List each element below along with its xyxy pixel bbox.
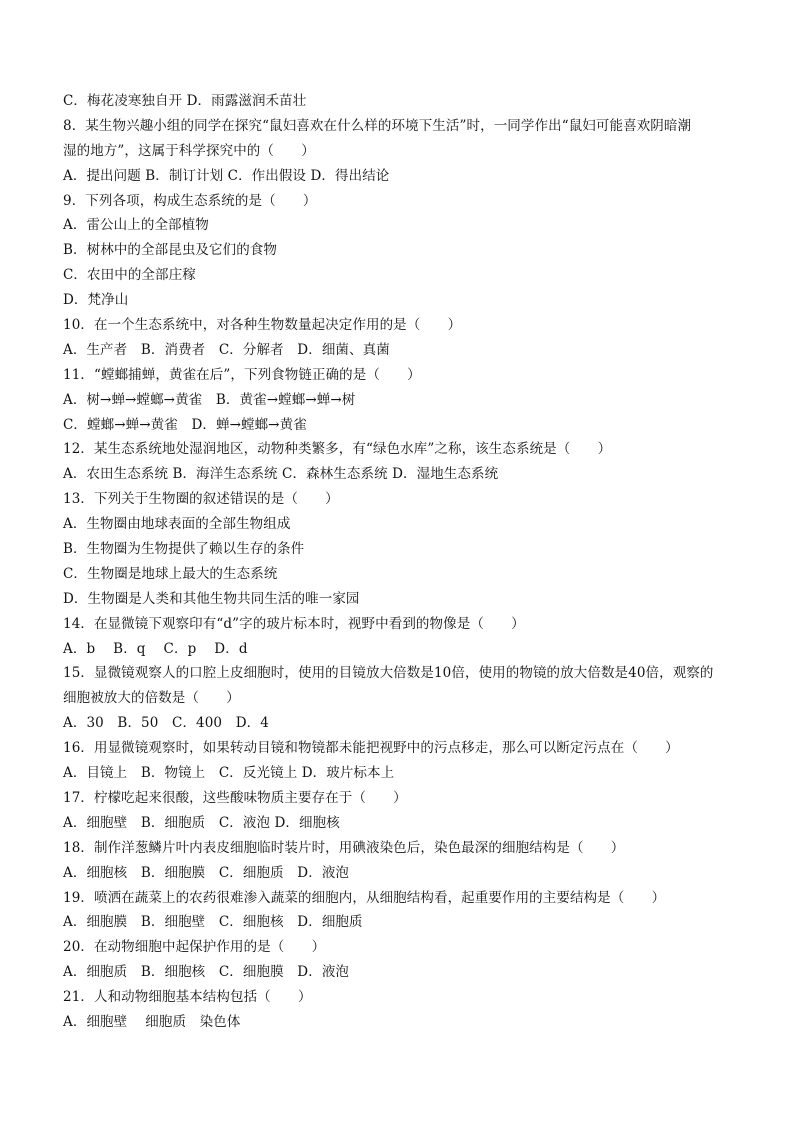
q19-options: A．细胞膜 B．细胞壁 C．细胞核 D．细胞质 [63,914,363,931]
q13-option-d: D．生物圈是人类和其他生物共同生活的唯一家园 [63,590,360,607]
q20-options: A．细胞质 B．细胞核 C．细胞膜 D．液泡 [63,964,350,981]
q13-option-c: C．生物圈是地球上最大的生态系统 [63,565,278,582]
q14-options: A．b B．q C．p D．d [63,640,248,657]
q17-options: A．细胞壁 B．细胞质 C．液泡 D．细胞核 [63,814,340,831]
q19-stem: 19．喷洒在蔬菜上的农药很难渗入蔬菜的细胞内，从细胞结构看，起重要作用的主要结构是（ ） [63,889,666,906]
q11-stem: 11．“螳螂捕蝉，黄雀在后”，下列食物链正确的是（ ） [63,366,421,383]
q16-stem: 16．用显微镜观察时，如果转动目镜和物镜都未能把视野中的污点移走，那么可以断定污点在（ ） [63,740,679,757]
q12-stem: 12．某生态系统地处湿润地区，动物种类繁多，有“绿色水库”之称，该生态系统是（ ） [63,441,612,458]
q16-options: A．目镜上 B．物镜上 C．反光镜上 D．玻片标本上 [63,765,395,782]
exam-page [63,89,739,1035]
q18-options: A．细胞核 B．细胞膜 C．细胞质 D．液泡 [63,864,350,881]
q14-stem: 14．在显微镜下观察印有“d”字的玻片标本时，视野中看到的物像是（ ） [63,615,525,632]
q13-option-a: A．生物圈由地球表面的全部生物组成 [63,516,291,533]
q15-options: A．30 B．50 C．400 D．4 [63,715,269,732]
q18-stem: 18．制作洋葱鳞片叶内表皮细胞临时装片时，用碘液染色后，染色最深的细胞结构是（ ） [63,839,625,856]
q9-option-c: C．农田中的全部庄稼 [63,267,196,284]
q10-options: A．生产者 B．消费者 C．分解者 D．细菌、真菌 [63,341,390,358]
q15-stem-line2: 细胞被放大的倍数是（ ） [63,690,240,707]
q13-option-b: B．生物圈为生物提供了赖以生存的条件 [63,541,305,558]
q9-option-d: D．梵净山 [63,292,129,309]
q8-stem-line2: 湿的地方”，这属于科学探究中的（ ） [63,142,315,159]
q12-options: A．农田生态系统 B．海洋生态系统 C．森林生态系统 D．湿地生态系统 [63,466,499,483]
q20-stem: 20．在动物细胞中起保护作用的是（ ） [63,939,326,956]
q11-options-cd: C．螳螂→蝉→黄雀 D．蝉→螳螂→黄雀 [63,416,307,433]
q8-options: A．提出问题 B．制订计划 C．作出假设 D．得出结论 [63,167,390,184]
q11-options-ab: A．树→蝉→螳螂→黄雀 B．黄雀→螳螂→蝉→树 [63,391,356,408]
q15-stem-line1: 15．显微镜观察人的口腔上皮细胞时，使用的目镜放大倍数是10倍，使用的物镜的放大倍数是40倍，观察的 [63,665,714,682]
q21-option-a: A．细胞壁 细胞质 染色体 [63,1013,241,1030]
q13-stem: 13．下列关于生物圈的叙述错误的是（ ） [63,491,339,508]
q10-stem: 10．在一个生态系统中，对各种生物数量起决定作用的是（ ） [63,317,462,334]
q8-stem-line1: 8．某生物兴趣小组的同学在探究“鼠妇喜欢在什么样的环境下生活”时，一同学作出“鼠妇可能喜欢阴暗潮 [63,117,692,134]
q9-stem: 9．下列各项，构成生态系统的是（ ） [63,192,317,209]
q9-option-a: A．雷公山上的全部植物 [63,217,209,234]
q17-stem: 17．柠檬吃起来很酸，这些酸味物质主要存在于（ ） [63,789,407,806]
q7-option-cd: C．梅花凌寒独自开 D．雨露滋润禾苗壮 [63,93,307,109]
q9-option-b: B．树林中的全部昆虫及它们的食物 [63,242,278,259]
q21-stem: 21．人和动物细胞基本结构包括（ ） [63,989,312,1006]
